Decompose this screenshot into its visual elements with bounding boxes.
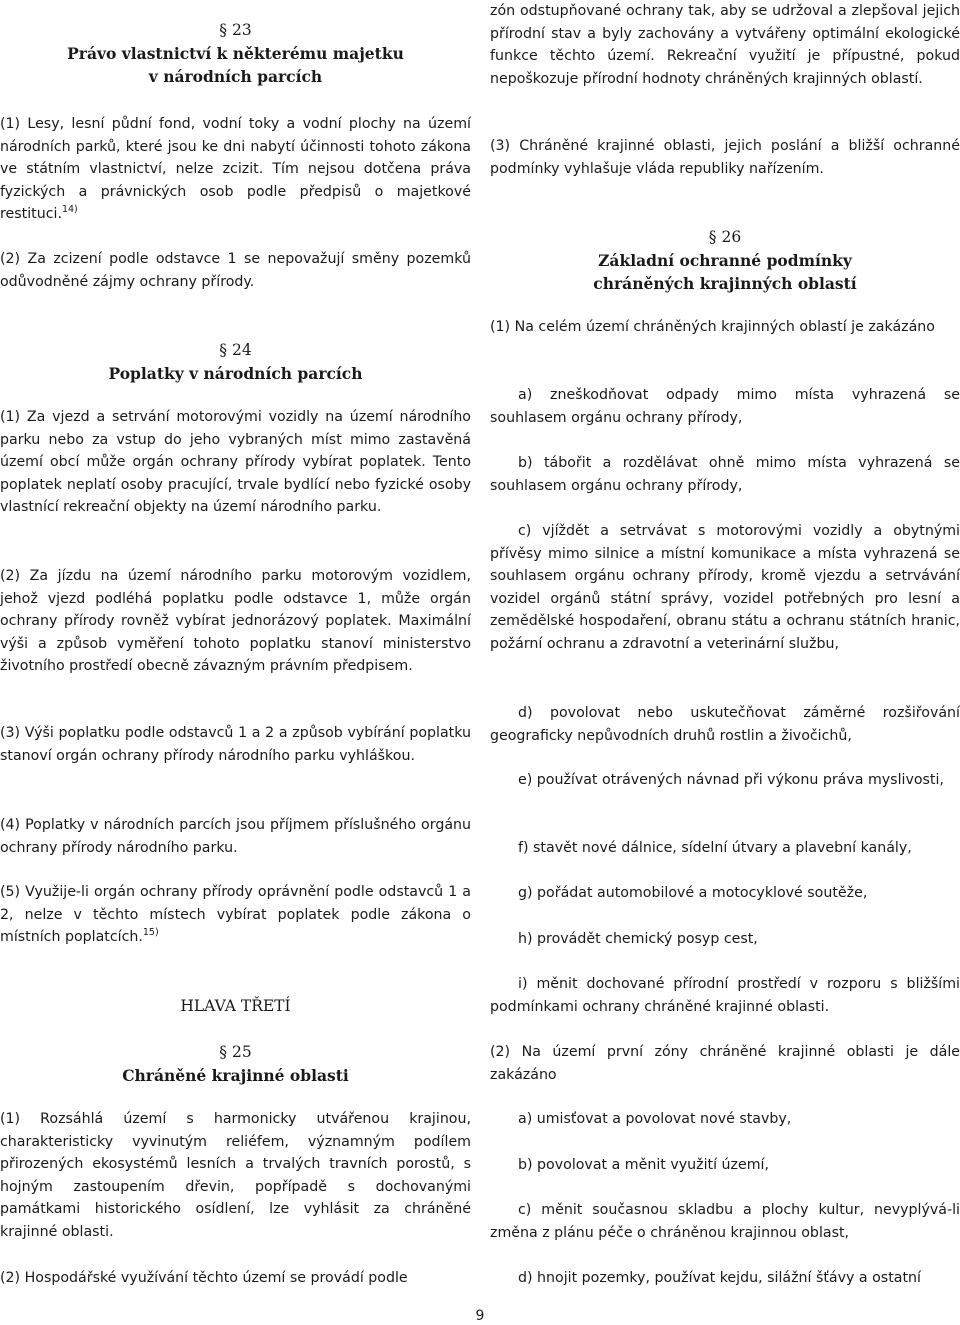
paragraph-text: (1) Lesy, lesní půdní fond, vodní toky a vodní plochy na území národních parků, které jsou ke dni nabytí účinnosti tohoto zákona ve státním vlastnictví, nelze zcizit. Tím nejsou dotčena práva fyzických a právnických osob podle předpisů o majetkové restituci. [0,116,471,223]
list-item: a) umisťovat a povolovat nové stavby, [518,1111,792,1127]
section-title: Právo vlastnictví k některému majetku [67,44,404,63]
paragraph-text: (5) Využije-li orgán ochrany přírody oprávnění podle odstavců 1 a 2, nelze v těchto místech vybírat poplatek podle zákona o místních poplatcích. [0,884,471,946]
list-item: i) měnit dochované přírodní prostředí v rozporu s bližšími podmínkami ochrany chráněné krajinné oblasti. [490,976,960,1015]
list-item: h) provádět chemický posyp cest, [518,931,758,947]
section-26-heading [490,226,960,295]
list-item: c) měnit současnou skladbu a plochy kultur, nevyplývá-li změna z plánu péče o chráněnou krajinnou oblast, [490,1202,960,1241]
section-number: § 23 [219,21,252,39]
paragraph: (3) Výši poplatku podle odstavců 1 a 2 a způsob vybírání poplatku stanoví orgán ochrany přírody národního parku vyhláškou. [0,725,471,764]
footnote-ref: 15) [142,927,159,939]
paragraph: (1) Za vjezd a setrvání motorovými vozidly na území národního parku nebo za vstup do jeho vybraných míst mimo zastavěná území obcí může orgán ochrany přírody vybírat poplatek. Tento poplatek neplatí osoby pracující, trvale bydlící nebo fyzické osoby vlastnící rekreační objekty na území národního parku. [0,409,471,516]
list-item: f) stavět nové dálnice, sídelní útvary a plavební kanály, [518,840,912,856]
chapter-heading: HLAVA TŘETÍ [180,997,291,1015]
section-number: § 25 [219,1043,252,1061]
paragraph [0,113,471,226]
list-item: e) používat otrávených návnad při výkonu práva myslivosti, [518,772,944,788]
paragraph: (1) Na celém území chráněných krajinných oblastí je zakázáno [490,319,935,335]
section-23-heading [0,19,471,88]
list-item: a) zneškodňovat odpady mimo místa vyhrazená se souhlasem orgánu ochrany přírody, [490,387,960,426]
footnote-ref: 14) [61,204,78,216]
list-item: g) pořádat automobilové a motocyklové soutěže, [518,885,868,901]
paragraph: (1) Rozsáhlá území s harmonicky utvářenou krajinou, charakteristicky vyvinutým reliéfem, významným podílem přirozených ekosystémů lesních a trvalých travních porostů, s hojným zastoupením dřevin, popřípadě s dochovanými památkami historického osídlení, lze vyhlásit za chráněné krajinné oblasti. [0,1111,471,1240]
list-item: b) povolovat a měnit využití území, [518,1157,769,1173]
section-number: § 26 [708,228,742,246]
section-title: Chráněné krajinné oblasti [122,1066,349,1085]
paragraph: (2) Za jízdu na území národního parku motorovým vozidlem, jehož vjezd podléhá poplatku podle odstavce 1, může orgán ochrany přírody rovněž vybírat jednorázový poplatek. Maximální výši a způsob vyměření tohoto poplatku stanoví ministerstvo životního prostředí obecně závazným právním předpisem. [0,568,471,675]
paragraph: (2) Za zcizení podle odstavce 1 se nepovažují směny pozemků odůvodněné zájmy ochrany přírody. [0,251,471,290]
page-number: 9 [475,1308,485,1324]
list-item: b) tábořit a rozdělávat ohně mimo místa vyhrazená se souhlasem orgánu ochrany přírody, [490,455,960,494]
paragraph: (2) Na území první zóny chráněné krajinné oblasti je dále zakázáno [490,1044,960,1083]
paragraph: (3) Chráněné krajinné oblasti, jejich poslání a bližší ochranné podmínky vyhlašuje vláda republiky nařízením. [490,138,960,177]
section-title-line2: v národních parcích [148,67,323,86]
section-title-line2: chráněných krajinných oblastí [593,274,857,293]
list-item: d) hnojit pozemky, používat kejdu, silážní šťávy a ostatní [518,1270,921,1286]
section-title: Poplatky v národních parcích [108,364,363,383]
section-title: Základní ochranné podmínky [598,251,852,270]
paragraph [0,881,471,949]
section-24-heading [0,339,471,385]
paragraph: (4) Poplatky v národních parcích jsou příjmem příslušného orgánu ochrany přírody národního parku. [0,817,471,856]
section-number: § 24 [219,341,252,359]
paragraph-continued: zón odstupňované ochrany tak, aby se udržoval a zlepšoval jejich přírodní stav a byly zachovány a vytvářeny optimální ekologické funkce těchto území. Rekreační využití je přípustné, pokud nepoškozuje přírodní hodnoty chráněných krajinných oblastí. [490,3,960,87]
list-item: c) vjíždět a setrvávat s motorovými vozidly a obytnými přívěsy mimo silnice a místní komunikace a místa vyhrazená se souhlasem orgánu ochrany přírody, kromě vjezdu a setrvávání vozidel orgánů státní správy, vozidel potřebných pro lesní a zemědělské hospodaření, obranu státu a ochranu státních hranic, požární ochranu a zdravotní a veterinární službu, [490,523,960,652]
section-25-heading [0,1041,471,1087]
paragraph: (2) Hospodářské využívání těchto území se provádí podle [0,1270,408,1286]
list-item: d) povolovat nebo uskutečňovat záměrné rozšiřování geograficky nepůvodních druhů rostlin a živočichů, [490,705,960,744]
